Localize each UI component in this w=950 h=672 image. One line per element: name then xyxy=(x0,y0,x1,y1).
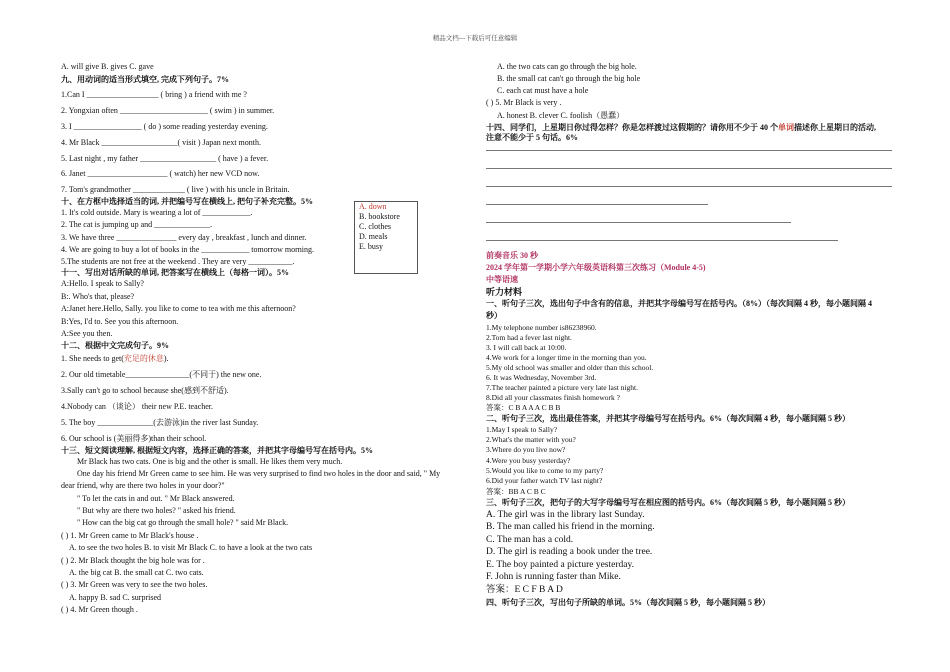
answer-line: 答案：C B A A A C B B xyxy=(486,403,561,412)
script-line: 3.Where do you live now? xyxy=(486,445,566,454)
listening-title: 2024 学年第一学期小学六年级英语科第三次练习（Module 4-5) xyxy=(486,263,706,272)
script-line: A. The girl was in the library last Sunday. xyxy=(486,510,645,520)
q12-item: 6. Our school is (美丽得多)than their school. xyxy=(61,434,207,443)
q13-options: C. each cat must have a hole xyxy=(497,86,589,95)
q12-item: 3.Sally can't go to school because she(感到不舒适). xyxy=(61,386,229,395)
passage-line: dear friend, why are there two holes in your door?" xyxy=(61,481,225,490)
writing-line xyxy=(486,222,791,223)
writing-line xyxy=(486,186,892,187)
q13-options: B. the small cat can't go through the big hole xyxy=(497,74,641,83)
word-choice: B. bookstore xyxy=(359,212,400,221)
dialogue-line: A:Hello. I speak to Sally? xyxy=(61,279,144,288)
q13-item: ( ) 1. Mr Green came to Mr Black's house . xyxy=(61,531,199,540)
part-3-heading: 三、听句子三次，把句子的大写字母编号写在相应图的括号内。6%（每次间隔 5 秒，每小题间隔 5 秒） xyxy=(486,498,850,507)
speed-note: 中等语速 xyxy=(486,275,518,284)
part-1-heading-cont: 秒） xyxy=(486,311,502,320)
q12-item: 4.Nobody can （谈论） their new P.E. teacher. xyxy=(61,402,213,411)
script-line: D. The girl is reading a book under the tree. xyxy=(486,547,653,557)
q9-item: 2. Yongxian often ______________________ ( swim ) in summer. xyxy=(61,106,275,115)
answer-options: A. will give B. gives C. gave xyxy=(61,62,154,71)
script-line: 2.What's the matter with you? xyxy=(486,435,576,444)
q9-item: 5. Last night , my father ___________________ ( have ) a fever. xyxy=(61,154,269,163)
part-1-heading: 一、听句子三次，选出句子中含有的信息，并把其字母编号写在括号内。（8%）（每次间隔 4 秒，每小题间隔 4 xyxy=(486,299,872,308)
section-14-heading: 十四、同学们，上星期日你过得怎样？你是怎样渡过这假期的？请你用不少于 40 个单词描述你上星期日的活动, xyxy=(486,123,876,132)
section-13-heading: 十三、短文阅读理解, 根据短文内容，选择正确的答案，并把其字母编号写在括号内。5% xyxy=(61,446,373,455)
q13-item: ( ) 4. Mr Green though . xyxy=(61,605,138,614)
script-line: 2.Tom had a fever last night. xyxy=(486,333,572,342)
prelude-note: 前奏音乐 30 秒 xyxy=(486,251,538,260)
passage-line: One day his friend Mr Green came to see him. He was very surprised to find two holes in the door and said, " My xyxy=(77,469,441,478)
q13-options: A. the two cats can go through the big hole. xyxy=(497,62,637,71)
q12-item: 1. She needs to get(充足的休息). xyxy=(61,354,169,363)
script-line: 4.We work for a longer time in the morning than you. xyxy=(486,353,647,362)
q9-item: 4. Mr Black ___________________( visit ) Japan next month. xyxy=(61,138,261,147)
word-choice: E. busy xyxy=(359,242,383,251)
script-line: E. The boy painted a picture yesterday. xyxy=(486,560,634,570)
hint-text: 充足的休息 xyxy=(123,354,164,363)
q9-item: 3. I _________________ ( do ) some reading yesterday evening. xyxy=(61,122,268,131)
writing-line xyxy=(486,168,892,169)
q10-item: 5.The students are not free at the weekend . They are very ___________. xyxy=(61,257,295,266)
q12-item: 5. The boy ______________(去游泳)in the river last Sunday. xyxy=(61,418,259,427)
script-line: 5.My old school was smaller and older than this school. xyxy=(486,363,654,372)
q13-item: ( ) 5. Mr Black is very . xyxy=(486,98,562,107)
part-4-heading: 四、听句子三次，写出句子所缺的单词。5%（每次间隔 5 秒，每小题间隔 5 秒） xyxy=(486,598,770,607)
answer-line: 答案：BB A C B C xyxy=(486,487,546,496)
q10-item: 2. The cat is jumping up and ______________. xyxy=(61,220,213,229)
script-line: B. The man called his friend in the morning. xyxy=(486,522,655,532)
answer-line: 答案：E C F B A D xyxy=(486,585,563,595)
q12-item: 2. Our old timetable________________(不同于) the new one. xyxy=(61,370,262,379)
q13-options: A. the big cat B. the small cat C. two cats. xyxy=(69,568,204,577)
q9-item: 7. Tom's grandmother _____________ ( live ) with his uncle in Britain. xyxy=(61,185,290,194)
dialogue-line: B:Yes, I'd to. See you this afternoon. xyxy=(61,317,179,326)
section-9-heading: 九、用动词的适当形式填空, 完成下列句子。7% xyxy=(61,75,229,84)
script-line: 1.May I speak to Sally? xyxy=(486,425,558,434)
passage-line: " To let the cats in and out. " Mr Black answered. xyxy=(77,494,235,503)
passage-line: " How can the big cat go through the small hole? " said Mr Black. xyxy=(77,518,289,527)
dialogue-line: A:Janet here.Hello, Sally. you like to come to tea with me this afternoon? xyxy=(61,304,296,313)
writing-line xyxy=(486,204,708,205)
script-line: 8.Did all your classmates finish homework ? xyxy=(486,393,620,402)
q13-options: A. honest B. clever C. foolish（愚蠢） xyxy=(497,111,625,120)
script-line: 6. It was Wednesday, November 3rd. xyxy=(486,373,597,382)
script-line: 1.My telephone number is86238960. xyxy=(486,323,597,332)
q10-item: 3. We have three _______________ every day , breakfast , lunch and dinner. xyxy=(61,233,307,242)
q13-options: A. to see the two holes B. to visit Mr Black C. to have a look at the two cats xyxy=(69,543,313,552)
script-line: C. The man has a cold. xyxy=(486,535,574,545)
q9-item: 1.Can I __________________ ( bring ) a friend with me ? xyxy=(61,90,247,99)
dialogue-line: A:See you then. xyxy=(61,329,113,338)
part-2-heading: 二、听句子三次，选出最佳答案，并把其字母编号写在括号内。6%（每次间隔 4 秒，每小题间隔 5 秒） xyxy=(486,414,850,423)
word-choice: A. down xyxy=(359,202,387,211)
q9-item: 6. Janet ____________________ ( watch) her new VCD now. xyxy=(61,169,260,178)
q13-options: A. happy B. sad C. surprised xyxy=(69,593,161,602)
q13-item: ( ) 3. Mr Green was very to see the two holes. xyxy=(61,580,208,589)
section-12-heading: 十二、根据中文完成句子。9% xyxy=(61,341,169,350)
highlight-word: 单词 xyxy=(778,123,794,132)
dialogue-line: B:. Who's that, please? xyxy=(61,292,135,301)
script-line: 4.Were you busy yesterday? xyxy=(486,456,571,465)
script-line: 6.Did your father watch TV last night? xyxy=(486,476,603,485)
passage-line: Mr Black has two cats. One is big and the other is small. He likes them very much. xyxy=(77,457,343,466)
writing-line xyxy=(486,150,892,151)
section-10-heading: 十、在方框中选择适当的词, 并把编号写在横线上, 把句子补充完整。5% xyxy=(61,197,313,206)
script-line: 7.The teacher painted a picture very late last night. xyxy=(486,383,639,392)
script-line: 5.Would you like to come to my party? xyxy=(486,466,604,475)
script-line: 3. I will call back at 10:00. xyxy=(486,343,567,352)
word-choice: C. clothes xyxy=(359,222,391,231)
word-choice-box xyxy=(354,201,418,274)
q13-item: ( ) 2. Mr Black thought the big hole was for . xyxy=(61,556,205,565)
word-choice: D. meals xyxy=(359,232,388,241)
passage-line: " But why are there two holes? " asked his friend. xyxy=(77,506,236,515)
q10-item: 1. It's cold outside. Mary is wearing a lot of ____________. xyxy=(61,208,253,217)
writing-line xyxy=(486,240,838,241)
page-header: 精品文档---下载后可任意编辑 xyxy=(432,35,518,42)
q10-item: 4. We are going to buy a lot of books in the ____________ tomorrow morning. xyxy=(61,245,314,254)
section-14-note: 注意不能少于 5 句话。6% xyxy=(486,133,578,142)
listening-heading: 听力材料 xyxy=(486,287,523,297)
section-11-heading: 十一、写出对话所缺的单词, 把答案写在横线上（每格一词）。5% xyxy=(61,268,289,277)
script-line: F. John is running faster than Mike. xyxy=(486,572,621,582)
